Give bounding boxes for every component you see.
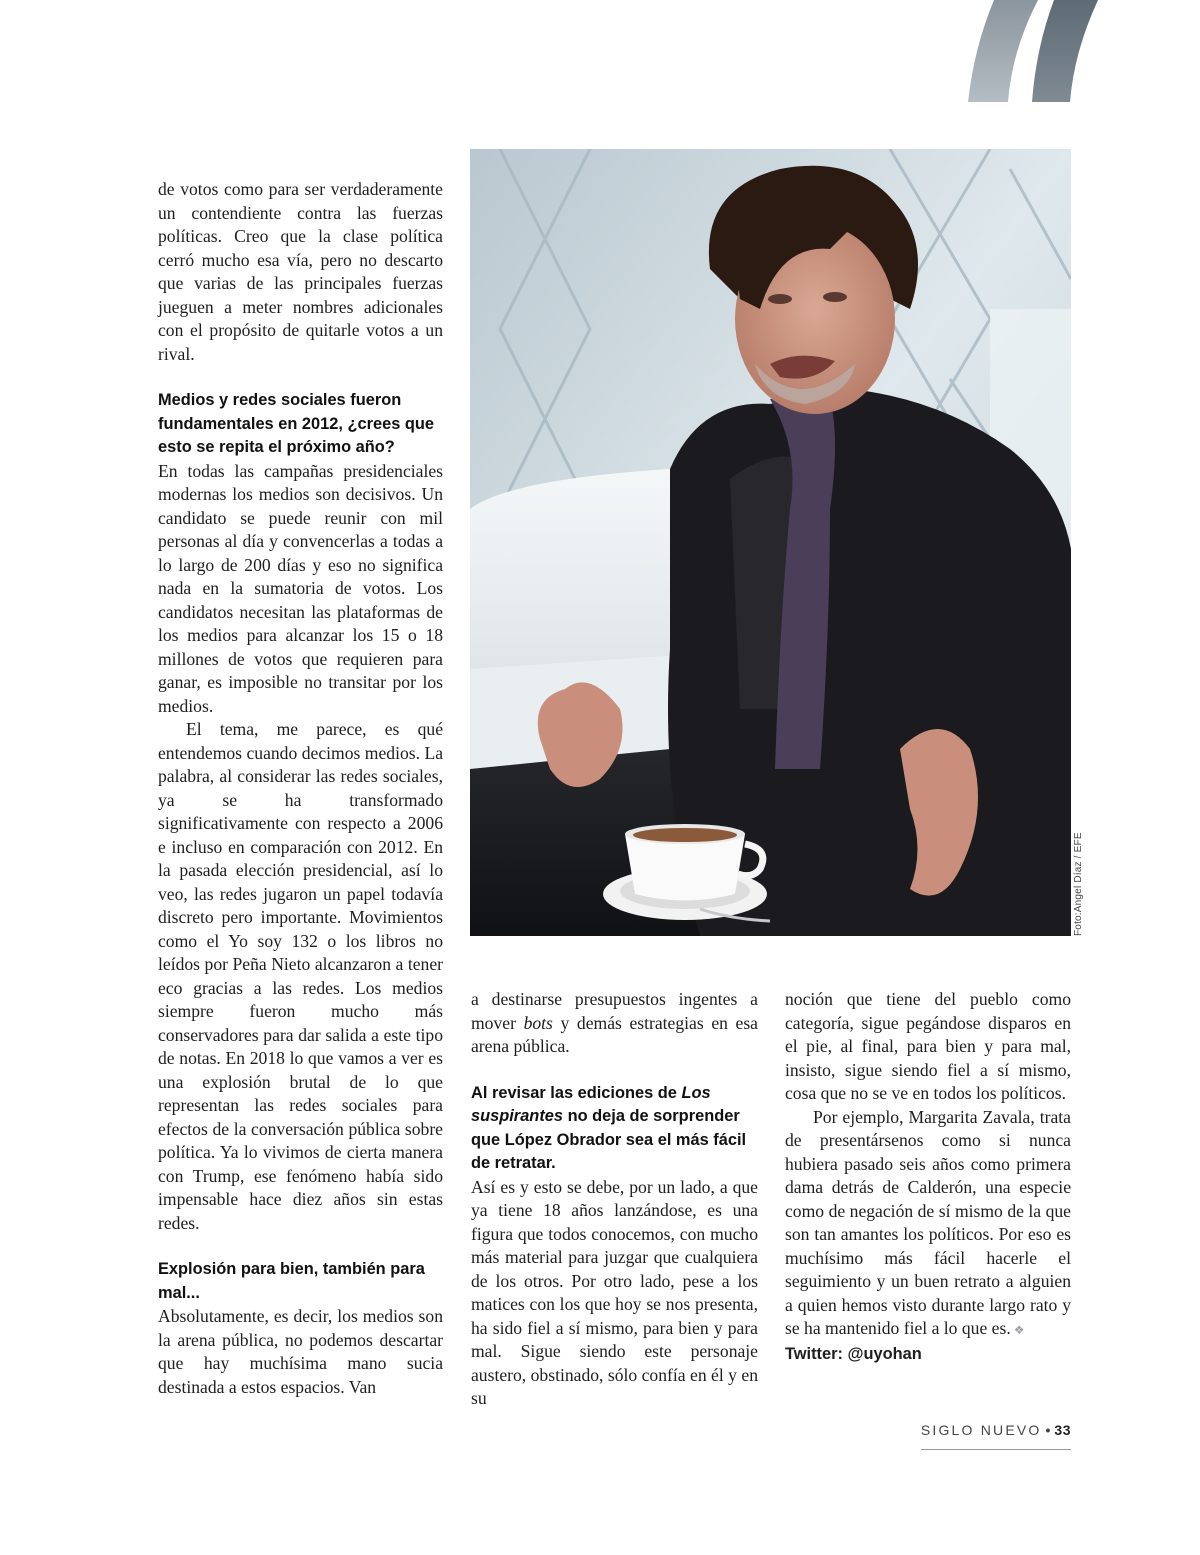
end-mark-icon: ❖ [1013, 1323, 1025, 1337]
photo-credit: Foto:Angel Díaz / EFE [1073, 832, 1084, 936]
interview-question: Medios y redes sociales fueron fundamentales en 2012, ¿crees que esto se repita el próximo año? [158, 391, 435, 456]
paragraph: En todas las campañas presidenciales modernas los medios son decisivos. Un candidato se puede reunir con mil personas al día y convencerlas a todas a lo largo de 200 días y eso no significa nada en la sumatoria de votos. Los candidatos necesitan las plataformas de los medios para alcanzar los 15 o 18 millones de votos que requieren para ganar, es imposible no transitar por los medios. [158, 460, 443, 716]
paragraph: Absolutamente, es decir, los medios son la arena pública, no podemos descartar que hay muchísima mano sucia destinada a estos espacios. Van [158, 1306, 443, 1397]
page-number: 33 [1054, 1422, 1071, 1438]
magazine-name: SIGLO NUEVO [920, 1422, 1042, 1438]
quote-mark-decoration [964, 0, 1100, 102]
paragraph: Así es y esto se debe, por un lado, a que ya tiene 18 años lanzándose, es una figura que todos conocemos, con mucho más material para juzgar que cualquiera de los otros. Por otro lado, pese a los matices con los que hoy se nos presenta, ha sido fiel a sí mismo, para bien y para mal. Sigue siendo este personaje austero, obstinado, sólo confía en él y en su [471, 1176, 758, 1408]
paragraph: a destinarse presupuestos ingentes a mover bots y demás estrategias en esa arena pública. [471, 989, 758, 1056]
article-column-3 [785, 988, 1071, 1366]
interview-question: Explosión para bien, también para mal... [158, 1260, 425, 1302]
interview-photo [470, 149, 1071, 936]
interview-question: Al revisar las ediciones de Los suspirantes no deja de sorprender que López Obrador sea el más fácil de retratar. [471, 1083, 747, 1172]
article-column-2 [471, 988, 758, 1411]
page-footer [900, 1422, 1071, 1438]
separator: • [1045, 1422, 1051, 1438]
paragraph: El tema, me parece, es qué entendemos cuando decimos medios. La palabra, al considerar las redes sociales, ya se ha transformado significativamente con respecto a 2006 e incluso en comparación con 2012. En la pasada elección presidencial, así lo veo, las redes jugaron un papel todavía discreto pero importante. Movimientos como el Yo soy 132 o los libros no leídos por Peña Nieto alcanzaron a tener eco gracias a las redes. Los medios siempre fueron mucho más conservadores para dar salida a este tipo de notas. En 2018 lo que vamos a ver es una explosión brutal de lo que representan las redes sociales para efectos de la conversación pública sobre política. Ya lo vivimos de cierta manera con Trump, ese fenómeno había sido impensable hace diez años sin estas redes. [158, 719, 443, 1233]
author-twitter: Twitter: @uyohan [785, 1344, 922, 1363]
paragraph: Por ejemplo, Margarita Zavala, trata de presentársenos como si nunca hubiera pasado seis años como primera dama detrás de Calderón, una especie como de negación de sí mismo de la que son tan amantes los políticos. Por eso es muchísimo más fácil hacerle el seguimiento y un buen retrato a alguien a quien hemos visto durante largo rato y se ha mantenido fiel a lo que es. ❖ [785, 1106, 1071, 1338]
paragraph: de votos como para ser verdaderamente un contendiente contra las fuerzas políticas. Creo que la clase política cerró mucho esa vía, pero no descarto que varias de las principales fuerzas jueguen a meter nombres adicionales con el propósito de quitarle votos a un rival. [158, 179, 443, 364]
article-column-1 [158, 178, 443, 1399]
footer-rule [921, 1449, 1071, 1450]
paragraph: noción que tiene del pueblo como categoría, sigue pegándose disparos en el pie, al final, para bien y para mal, insisto, sigue siendo fiel a sí mismo, cosa que no se ve en todos los políticos. [785, 989, 1071, 1103]
